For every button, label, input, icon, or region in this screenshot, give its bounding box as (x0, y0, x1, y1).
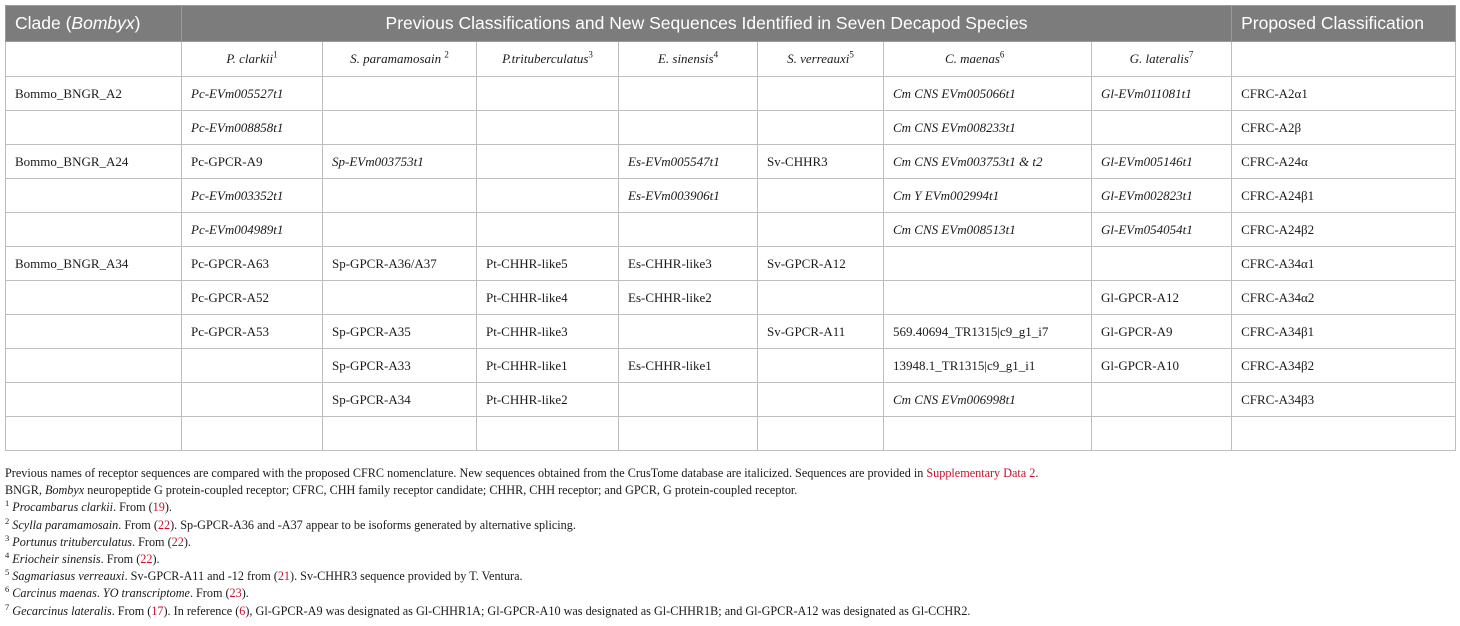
sequence-cell (1092, 383, 1232, 417)
sequence-cell: Pt-CHHR-like2 (477, 383, 619, 417)
footnote-text: Scylla paramamosain (12, 517, 119, 532)
sequence-cell (1092, 111, 1232, 145)
footnote-text: Sagmariasus verreauxi (12, 569, 125, 584)
species-header-cell (323, 42, 477, 77)
sequence-cell: Es-EVm005547t1 (619, 145, 758, 179)
table-row (6, 417, 1456, 451)
footnote-text: BNGR, (5, 483, 45, 498)
sequence-cell: Cm CNS EVm003753t1 & t2 (884, 145, 1092, 179)
table-row (6, 315, 1456, 349)
sequence-cell (619, 213, 758, 247)
footnote-number: 1 (5, 498, 10, 509)
clade-cell: Bommo_BNGR_A34 (6, 247, 182, 281)
table-footnotes (5, 465, 1455, 620)
reference-link: 21 (277, 569, 291, 584)
footnote-item (5, 551, 1455, 568)
footnote-marker: 3 (588, 49, 593, 60)
sequence-cell: Pc-EVm005527t1 (182, 77, 323, 111)
sequence-cell (1092, 247, 1232, 281)
sequence-cell (477, 417, 619, 451)
proposed-cell: CFRC-A2α1 (1232, 77, 1456, 111)
sequence-cell: Cm CNS EVm006998t1 (884, 383, 1092, 417)
sequence-cell: Gl-EVm054054t1 (1092, 213, 1232, 247)
species-name: E. sinensis (657, 51, 714, 66)
sequence-cell (758, 179, 884, 213)
sequence-cell: Cm CNS EVm008233t1 (884, 111, 1092, 145)
sequence-cell: Pc-GPCR-A9 (182, 145, 323, 179)
species-name: S. verreauxi (787, 51, 850, 66)
sequence-cell: Cm Y EVm002994t1 (884, 179, 1092, 213)
footnote-number: 4 (5, 549, 10, 560)
clade-cell (6, 213, 182, 247)
footnote-item (5, 499, 1455, 516)
sequence-cell: Pt-CHHR-like3 (477, 315, 619, 349)
proposed-cell: CFRC-A24α (1232, 145, 1456, 179)
sequence-cell: Pt-CHHR-like5 (477, 247, 619, 281)
footnote-marker: 4 (713, 49, 719, 60)
sequence-cell: Gl-GPCR-A12 (1092, 281, 1232, 315)
table-row (6, 213, 1456, 247)
footnote-text: ). (183, 534, 191, 549)
species-header-cell (182, 42, 323, 77)
proposed-cell (1232, 417, 1456, 451)
table-header-row (6, 6, 1456, 42)
sequence-cell: Sv-GPCR-A11 (758, 315, 884, 349)
sequence-cell (758, 111, 884, 145)
sequence-cell (884, 281, 1092, 315)
footnote-number: 5 (5, 567, 10, 578)
proposed-cell: CFRC-A34α2 (1232, 281, 1456, 315)
footnote-item (5, 603, 1455, 620)
sequence-cell: Es-CHHR-like2 (619, 281, 758, 315)
footnote-text: . (96, 586, 103, 601)
sequence-cell: Pc-EVm003352t1 (182, 179, 323, 213)
proposed-cell: CFRC-A24β2 (1232, 213, 1456, 247)
clade-cell (6, 111, 182, 145)
clade-cell (6, 417, 182, 451)
footnote-text: YO transcriptome (102, 586, 190, 601)
sequence-cell: Sv-GPCR-A12 (758, 247, 884, 281)
footnote-text: Portunus trituberculatus (12, 534, 133, 549)
sequence-cell (758, 281, 884, 315)
sequence-cell (619, 417, 758, 451)
species-header-empty (6, 42, 182, 77)
sequence-cell (619, 315, 758, 349)
sequence-cell: Pt-CHHR-like1 (477, 349, 619, 383)
sequence-cell: Sp-GPCR-A34 (323, 383, 477, 417)
species-header-cell (1092, 42, 1232, 77)
sequence-cell (182, 383, 323, 417)
footnote-text: Gecarcinus lateralis (12, 603, 112, 618)
footnote-number: 2 (5, 515, 10, 526)
species-header-cell (758, 42, 884, 77)
sequence-cell (323, 77, 477, 111)
sequence-cell: Gl-GPCR-A9 (1092, 315, 1232, 349)
sequence-cell (477, 213, 619, 247)
clade-cell: Bommo_BNGR_A2 (6, 77, 182, 111)
footnote-marker: 5 (849, 49, 854, 60)
species-header-cell (884, 42, 1092, 77)
sequence-cell (758, 349, 884, 383)
footnote-text: neuropeptide G protein-coupled receptor; CFRC, CHH family receptor candidate; CHHR, CHH receptor; and GPCR, G protein-coupled receptor. (84, 483, 798, 498)
sequence-cell: Sp-GPCR-A33 (323, 349, 477, 383)
reference-link: 22 (171, 534, 184, 549)
species-header-row (6, 42, 1456, 77)
footnote-item (5, 534, 1455, 551)
footnote-text: ). (241, 586, 249, 601)
sequence-cell (477, 111, 619, 145)
clade-cell: Bommo_BNGR_A24 (6, 145, 182, 179)
sequence-cell: Pc-GPCR-A63 (182, 247, 323, 281)
sequence-cell (477, 179, 619, 213)
sequence-cell: Sv-CHHR3 (758, 145, 884, 179)
footnote-number: 3 (5, 532, 10, 543)
proposed-cell: CFRC-A24β1 (1232, 179, 1456, 213)
footnote-marker: 2 (444, 49, 449, 60)
sequence-cell: Gl-GPCR-A10 (1092, 349, 1232, 383)
sequence-cell (323, 179, 477, 213)
footnote-item (5, 568, 1455, 585)
proposed-cell: CFRC-A34β2 (1232, 349, 1456, 383)
footnote-text: ). (152, 552, 160, 567)
sequence-cell: 569.40694_TR1315|c9_g1_i7 (884, 315, 1092, 349)
sequence-cell (477, 145, 619, 179)
footnote-text: . Sv-GPCR-A11 and -12 from ( (124, 569, 278, 584)
species-header-cell (619, 42, 758, 77)
sequence-cell (1092, 417, 1232, 451)
footnote-text: . From ( (118, 517, 158, 532)
footnote-number: 6 (5, 584, 10, 595)
footnote-marker: 6 (999, 49, 1005, 60)
sequence-cell: Pt-CHHR-like4 (477, 281, 619, 315)
footnote-text: ). (164, 500, 172, 515)
footnote-text: ). Sp-GPCR-A36 and -A37 appear to be isoforms generated by alternative splicing. (170, 517, 576, 532)
sequence-cell: Cm CNS EVm005066t1 (884, 77, 1092, 111)
footnote-marker: 7 (1188, 49, 1194, 60)
proposed-cell: CFRC-A2β (1232, 111, 1456, 145)
reference-link: 17 (151, 603, 164, 618)
table-row (6, 383, 1456, 417)
footnote-text: . From ( (132, 534, 172, 549)
header-previous-classifications: Previous Classifications and New Sequences Identified in Seven Decapod Species (182, 6, 1232, 42)
species-name: P.trituberculatus (502, 51, 589, 66)
sequence-cell: 13948.1_TR1315|c9_g1_i1 (884, 349, 1092, 383)
clade-cell (6, 179, 182, 213)
footnote-text: . (1035, 466, 1039, 480)
footnote-text: Carcinus maenas (12, 586, 97, 601)
table-row (6, 145, 1456, 179)
footnote-number: 7 (5, 601, 10, 612)
footnote-abbreviations (5, 482, 1455, 499)
footnote-text: . From ( (189, 586, 230, 601)
reference-link: 22 (140, 552, 153, 567)
footnote-text: . From ( (111, 603, 152, 618)
footnote-text: Procambarus clarkii (12, 500, 114, 515)
sequence-cell (619, 383, 758, 417)
footnote-text: Eriocheir sinensis (12, 552, 101, 567)
sequence-cell: Cm CNS EVm008513t1 (884, 213, 1092, 247)
table-body (6, 77, 1456, 451)
sequence-cell: Pc-EVm004989t1 (182, 213, 323, 247)
sequence-cell (619, 77, 758, 111)
sequence-cell (758, 77, 884, 111)
table-row (6, 247, 1456, 281)
clade-cell (6, 281, 182, 315)
reference-link: 23 (229, 586, 242, 601)
reference-link: 19 (152, 500, 165, 515)
sequence-cell: Es-EVm003906t1 (619, 179, 758, 213)
proposed-cell: CFRC-A34β3 (1232, 383, 1456, 417)
sequence-cell (758, 417, 884, 451)
reference-link: 22 (157, 517, 171, 532)
sequence-cell: Gl-EVm011081t1 (1092, 77, 1232, 111)
footnote-marker: 1 (273, 49, 278, 60)
clade-cell (6, 383, 182, 417)
species-name: C. maenas (945, 51, 1000, 66)
footnote-text: . From ( (113, 500, 153, 515)
sequence-cell (619, 111, 758, 145)
footnote-text: Bombyx (44, 483, 85, 498)
table-row (6, 179, 1456, 213)
species-header-cell (477, 42, 619, 77)
sequence-cell (323, 213, 477, 247)
footnote-text: ). In reference ( (163, 603, 240, 618)
sequence-cell: Sp-GPCR-A36/A37 (323, 247, 477, 281)
species-name: G. lateralis (1129, 51, 1189, 66)
reference-link: Supplementary Data 2 (926, 466, 1036, 480)
table-row (6, 111, 1456, 145)
footnote-list (5, 499, 1455, 619)
sequence-cell: Gl-EVm002823t1 (1092, 179, 1232, 213)
sequence-cell: Sp-GPCR-A35 (323, 315, 477, 349)
header-clade: Clade (Bombyx) (6, 6, 182, 42)
sequence-cell: Es-CHHR-like3 (619, 247, 758, 281)
footnote-text: ). Sv-CHHR3 sequence provided by T. Ventura. (290, 569, 523, 584)
table-row (6, 349, 1456, 383)
table-row (6, 77, 1456, 111)
sequence-cell (323, 417, 477, 451)
clade-cell (6, 315, 182, 349)
footnote-item (5, 517, 1455, 534)
sequence-cell (758, 383, 884, 417)
clade-cell (6, 349, 182, 383)
header-proposed-classification: Proposed Classification (1232, 6, 1456, 42)
proposed-cell: CFRC-A34α1 (1232, 247, 1456, 281)
species-name: S. paramamosain (350, 51, 445, 66)
classification-table (5, 5, 1456, 451)
table-row (6, 281, 1456, 315)
footnote-item (5, 585, 1455, 602)
sequence-cell (323, 111, 477, 145)
sequence-cell (884, 247, 1092, 281)
sequence-cell (477, 77, 619, 111)
sequence-cell: Pc-GPCR-A53 (182, 315, 323, 349)
sequence-cell: Gl-EVm005146t1 (1092, 145, 1232, 179)
sequence-cell (884, 417, 1092, 451)
footnote-text: ), Gl-GPCR-A9 was designated as Gl-CHHR1A; Gl-GPCR-A10 was designated as Gl-CHHR1B; and Gl-GPCR-A12 was designated as Gl-CCHR2. (245, 603, 971, 618)
sequence-cell: Sp-EVm003753t1 (323, 145, 477, 179)
sequence-cell: Es-CHHR-like1 (619, 349, 758, 383)
footnote-text: Previous names of receptor sequences are compared with the proposed CFRC nomenclature. New sequences obtained from the CrusTome database are italicized. Sequences are provided in (5, 466, 927, 480)
sequence-cell (758, 213, 884, 247)
sequence-cell (182, 417, 323, 451)
reference-link: 6 (239, 603, 246, 618)
proposed-cell: CFRC-A34β1 (1232, 315, 1456, 349)
sequence-cell: Pc-EVm008858t1 (182, 111, 323, 145)
footnote-intro (5, 465, 1455, 482)
sequence-cell (323, 281, 477, 315)
sequence-cell (182, 349, 323, 383)
sequence-cell: Pc-GPCR-A52 (182, 281, 323, 315)
species-name: P. clarkii (226, 51, 274, 66)
footnote-text: . From ( (100, 552, 141, 567)
species-header-empty (1232, 42, 1456, 77)
